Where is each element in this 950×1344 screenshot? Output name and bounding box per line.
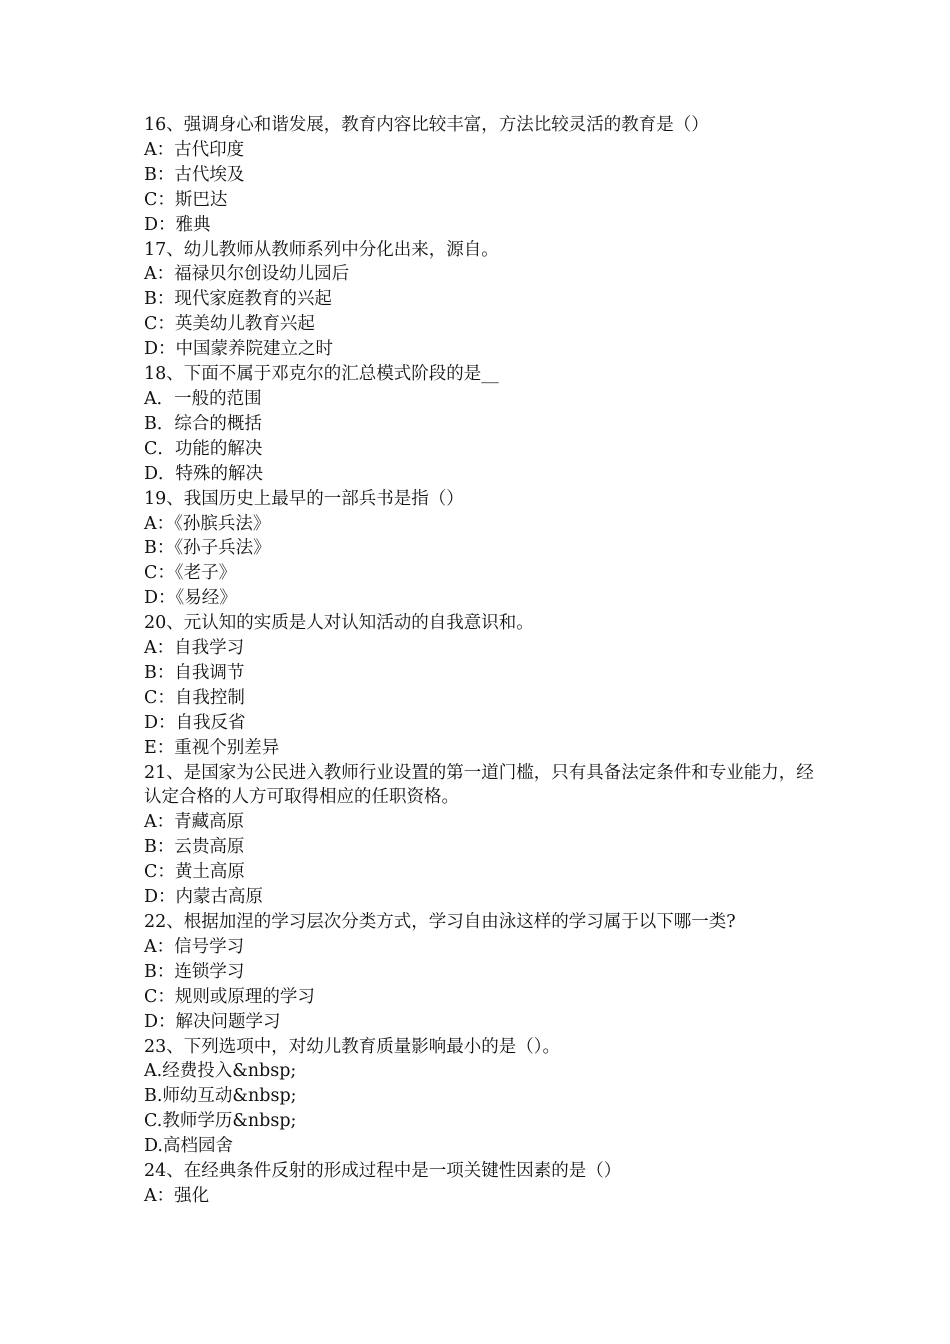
question-21	[144, 761, 824, 910]
question-stem: 23、下列选项中，对幼儿教育质量影响最小的是（）。	[144, 1036, 561, 1057]
option-b: B：自我调节	[144, 662, 245, 683]
question-18	[144, 362, 824, 487]
option-b: B.师幼互动&nbsp;	[144, 1086, 297, 1107]
option-d: D．特殊的解决	[144, 463, 264, 484]
option-c: C.教师学历&nbsp;	[144, 1111, 297, 1132]
option-d: D：自我反省	[144, 712, 246, 733]
question-20	[144, 611, 824, 760]
option-a: A：福禄贝尔创设幼儿园后	[144, 264, 350, 285]
question-stem: 24、在经典条件反射的形成过程中是一项关键性因素的是（）	[144, 1161, 622, 1182]
option-b: B：连锁学习	[144, 961, 245, 982]
option-d: D：雅典	[144, 214, 211, 235]
option-c: C：英美幼儿教育兴起	[144, 314, 315, 335]
option-d: D：解决问题学习	[144, 1011, 281, 1032]
option-b: B：现代家庭教育的兴起	[144, 289, 332, 310]
option-d: D：《易经》	[144, 588, 237, 609]
option-c: C：规则或原理的学习	[144, 986, 315, 1007]
option-d: D：内蒙古高原	[144, 887, 264, 908]
question-stem: 19、我国历史上最早的一部兵书是指（）	[144, 488, 464, 509]
option-c: C：斯巴达	[144, 189, 228, 210]
option-a: A.经费投入&nbsp;	[144, 1061, 297, 1082]
option-b: B：云贵高原	[144, 837, 245, 858]
question-22	[144, 910, 824, 1035]
option-b: B．综合的概括	[144, 413, 262, 434]
question-stem: 18、下面不属于邓克尔的汇总模式阶段的是__	[144, 364, 499, 385]
option-a: A：古代印度	[144, 139, 245, 160]
option-c: C．功能的解决	[144, 438, 263, 459]
question-24	[144, 1159, 824, 1209]
option-a: A：青藏高原	[144, 812, 245, 833]
question-23	[144, 1035, 824, 1160]
option-e: E：重视个别差异	[144, 737, 280, 758]
option-c: C：自我控制	[144, 687, 245, 708]
option-a: A：信号学习	[144, 936, 245, 957]
question-stem: 20、元认知的实质是人对认知活动的自我意识和。	[144, 613, 534, 634]
document-page	[144, 113, 824, 1209]
option-c: C：《老子》	[144, 563, 237, 584]
question-stem: 22、根据加涅的学习层次分类方式，学习自由泳这样的学习属于以下哪一类?	[144, 912, 736, 932]
option-a: A：《孙膑兵法》	[144, 513, 271, 534]
option-d: D.高档园舍	[144, 1136, 233, 1157]
option-a: A：强化	[144, 1185, 210, 1206]
question-stem: 17、幼儿教师从教师系列中分化出来，源自。	[144, 239, 499, 260]
option-b: B：古代埃及	[144, 164, 245, 185]
question-19	[144, 487, 824, 612]
option-c: C：黄土高原	[144, 862, 245, 883]
option-a: A：自我学习	[144, 638, 245, 659]
question-stem: 16、强调身心和谐发展，教育内容比较丰富，方法比较灵活的教育是（）	[144, 115, 709, 135]
question-17	[144, 238, 824, 363]
option-b: B：《孙子兵法》	[144, 538, 271, 559]
question-16	[144, 113, 824, 238]
question-stem: 21、是国家为公民进入教师行业设置的第一道门槛，只有具备法定条件和专业能力，经认定合格的人方可取得相应的任职资格。	[144, 762, 814, 808]
option-d: D：中国蒙养院建立之时	[144, 339, 334, 360]
option-a: A．一般的范围	[144, 388, 262, 409]
